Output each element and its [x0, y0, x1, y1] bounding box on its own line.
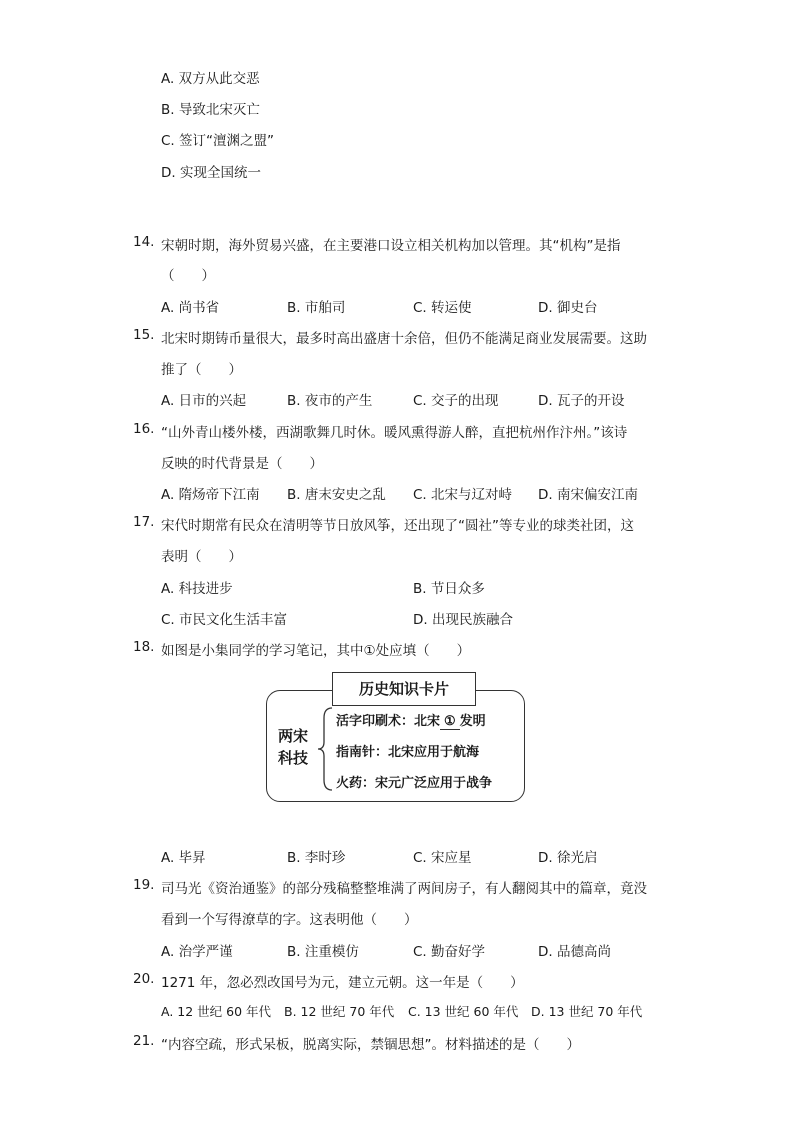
option-d[interactable]: D. 瓦子的开设 — [538, 393, 625, 409]
card-category — [278, 725, 318, 769]
option-b[interactable]: B. 夜市的产生 — [287, 393, 373, 409]
option-b[interactable]: B. 李时珍 — [287, 850, 346, 866]
card-category-line: 两宋 — [278, 727, 309, 745]
question-stem: “山外青山楼外楼，西湖歌舞几时休。暖风熏得游人醉，直把杭州作汴州。”该诗 — [161, 425, 628, 441]
q13-option-a[interactable]: A. 双方从此交恶 — [161, 71, 260, 87]
option-b[interactable]: B. 注重模仿 — [287, 944, 359, 960]
option-c[interactable]: C. 北宋与辽对峙 — [413, 487, 513, 503]
question-stem-cont: （ ） — [161, 268, 215, 284]
option-d[interactable]: D. 13 世纪 70 年代 — [531, 1004, 643, 1019]
option-c[interactable]: C. 13 世纪 60 年代 — [408, 1004, 519, 1019]
q13-option-d[interactable]: D. 实现全国统一 — [161, 165, 261, 181]
option-b[interactable]: B. 唐末安史之乱 — [287, 487, 386, 503]
question-number: 17. — [133, 514, 155, 530]
question-stem-cont: 表明（ ） — [161, 549, 242, 565]
question-stem-cont: 反映的时代背景是（ ） — [161, 456, 323, 472]
card-row-printing — [336, 710, 486, 730]
option-d[interactable]: D. 南宋偏安江南 — [538, 487, 638, 503]
question-stem: 北宋时期铸币量很大，最多时高出盛唐十余倍，但仍不能满足商业发展需要。这助 — [161, 331, 647, 347]
card-category-line: 科技 — [278, 749, 309, 767]
option-a[interactable]: A. 12 世纪 60 年代 — [161, 1004, 272, 1019]
option-c[interactable]: C. 转运使 — [413, 300, 472, 316]
card-title: 历史知识卡片 — [332, 672, 476, 706]
question-stem: 如图是小集同学的学习笔记，其中①处应填（ ） — [161, 643, 471, 659]
card-row-compass: 指南针：北宋应用于航海 — [336, 745, 480, 760]
question-stem-cont: 看到一个写得潦草的字。这表明他（ ） — [161, 912, 418, 928]
option-c[interactable]: C. 市民文化生活丰富 — [161, 612, 288, 628]
option-d[interactable]: D. 御史台 — [538, 300, 598, 316]
question-stem: 1271 年，忽必烈改国号为元，建立元朝。这一年是（ ） — [161, 975, 524, 991]
question-number: 21. — [133, 1033, 155, 1049]
option-a[interactable]: A. 日市的兴起 — [161, 393, 247, 409]
option-c[interactable]: C. 勤奋好学 — [413, 944, 486, 960]
card-row-text: 发明 — [459, 714, 486, 729]
question-stem: “内容空疏，形式呆板，脱离实际，禁锢思想”。材料描述的是（ ） — [161, 1037, 580, 1053]
option-c[interactable]: C. 宋应星 — [413, 850, 472, 866]
card-row-gunpowder: 火药：宋元广泛应用于战争 — [336, 776, 493, 791]
option-b[interactable]: B. 节日众多 — [413, 581, 485, 597]
option-b[interactable]: B. 市舶司 — [287, 300, 346, 316]
q13-option-b[interactable]: B. 导致北宋灭亡 — [161, 102, 260, 118]
question-stem: 司马光《资治通鉴》的部分残稿整整堆满了两间房子，有人翻阅其中的篇章，竟没 — [161, 881, 647, 897]
question-stem: 宋代时期常有民众在清明等节日放风筝，还出现了“圆社”等专业的球类社团，这 — [161, 518, 634, 534]
question-number: 15. — [133, 327, 155, 343]
question-number: 19. — [133, 877, 155, 893]
card-row-text: 活字印刷术：北宋 — [336, 714, 441, 729]
option-d[interactable]: D. 出现民族融合 — [413, 612, 513, 628]
q13-option-c[interactable]: C. 签订“澶渊之盟” — [161, 133, 274, 149]
option-a[interactable]: A. 科技进步 — [161, 581, 233, 597]
option-a[interactable]: A. 隋炀帝下江南 — [161, 487, 260, 503]
question-stem: 宋朝时期，海外贸易兴盛，在主要港口设立相关机构加以管理。其“机构”是指 — [161, 238, 621, 254]
brace-icon — [314, 704, 336, 794]
question-number: 18. — [133, 639, 155, 655]
option-a[interactable]: A. 治学严谨 — [161, 944, 233, 960]
option-b[interactable]: B. 12 世纪 70 年代 — [284, 1004, 395, 1019]
option-c[interactable]: C. 交子的出现 — [413, 393, 499, 409]
question-number: 16. — [133, 421, 155, 437]
option-d[interactable]: D. 徐光启 — [538, 850, 598, 866]
question-number: 20. — [133, 971, 155, 987]
question-number: 14. — [133, 234, 155, 250]
option-d[interactable]: D. 品德高尚 — [538, 944, 611, 960]
option-a[interactable]: A. 毕昇 — [161, 850, 206, 866]
blank-slot: ① — [440, 714, 460, 730]
question-stem-cont: 推了（ ） — [161, 362, 242, 378]
option-a[interactable]: A. 尚书省 — [161, 300, 220, 316]
